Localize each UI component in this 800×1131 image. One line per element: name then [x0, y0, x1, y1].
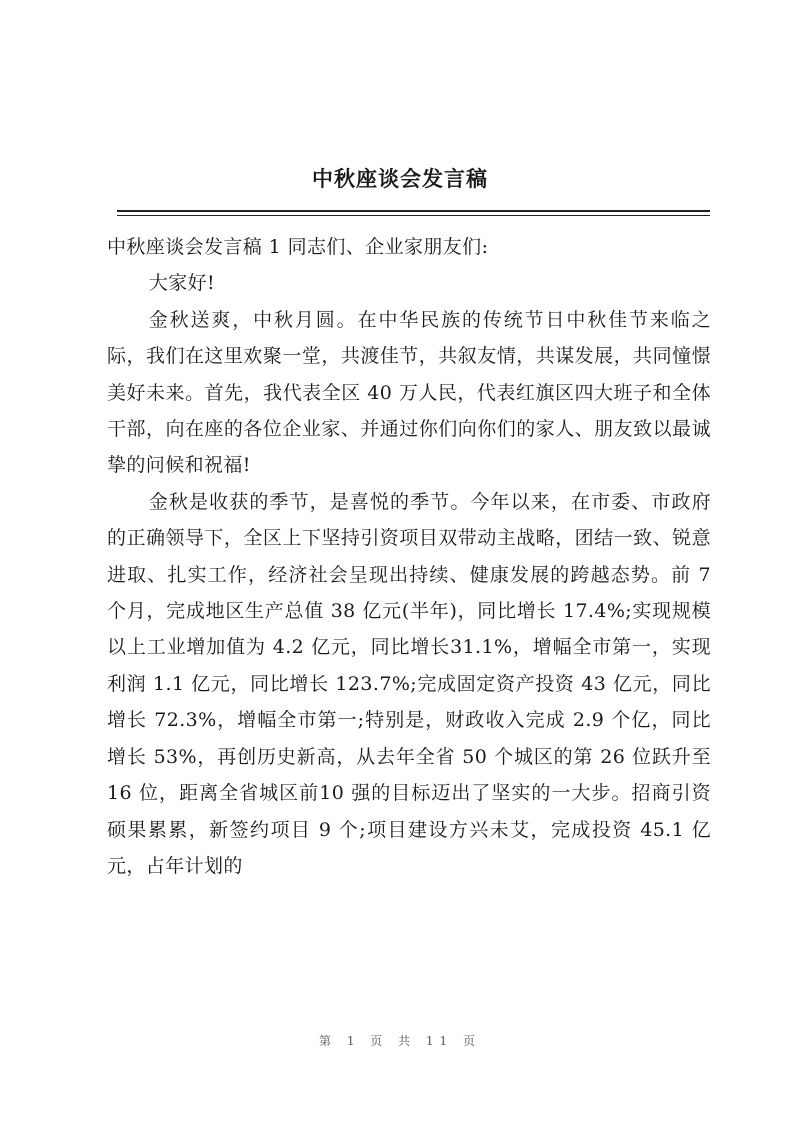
- paragraph-greeting: 大家好!: [148, 272, 216, 295]
- title-divider-thin: [117, 215, 710, 216]
- paragraph-achievements: 金秋是收获的季节，是喜悦的季节。今年以来，在市委、市政府的正确领导下，全区上下坚持引资项目双带动主战略，团结一致、锐意进取、扎实工作，经济社会呈现出持续、健康发展的跨越态势。前 7 个月，完成地区生产总值 38 亿元(半年)，同比增长 17.4%;实现规模以上工业增加值为 4.2 亿元，同比增长31.1%，增幅全市第一，实现利润 1.1 亿元，同比增长 123.7%;完成固定资产投资 43 亿元，同比增长 72.3%，增幅全市第一;特别是，财政收入完成 2.9 个亿，同比增长 53%，再创历史新高，从去年全省 50 个城区的第 26 位跃升至 16 位，距离全省城区前10 强的目标迈出了坚实的一大步。招商引资硕果累累，新签约项目 9 个;项目建设方兴未艾，完成投资 45.1 亿元，占年计划的: [107, 490, 711, 877]
- document-title: 中秋座谈会发言稿: [312, 166, 488, 191]
- paragraph-opening: 中秋座谈会发言稿 1 同志们、企业家朋友们:: [107, 236, 489, 258]
- document-body: [107, 229, 711, 884]
- paragraph-festival: 金秋送爽，中秋月圆。在中华民族的传统节日中秋佳节来临之际，我们在这里欢聚一堂，共渡佳节，共叙友情，共谋发展，共同憧憬美好未来。首先，我代表全区 40 万人民，代表红旗区四大班子和全体干部，向在座的各位企业家、并通过你们向你们的家人、朋友致以最诚挚的问候和祝福!: [107, 308, 711, 477]
- page-number: 第 1 页 共 11 页: [319, 1034, 481, 1048]
- title-divider: [117, 210, 710, 212]
